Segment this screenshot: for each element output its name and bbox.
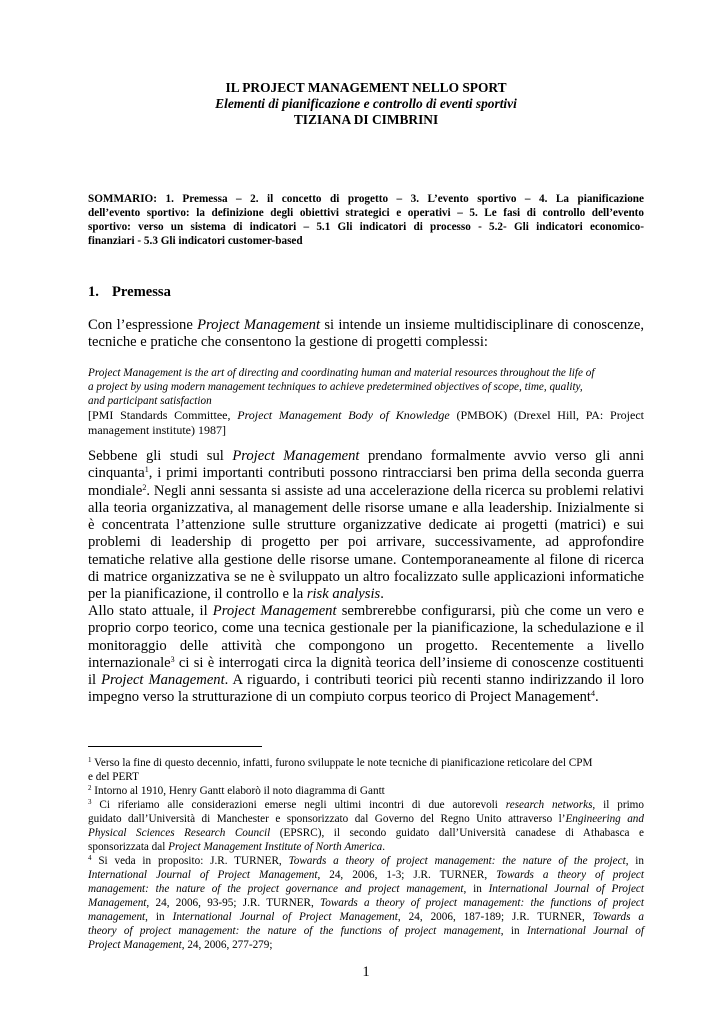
footnote-line: management: the nature of the project governance and project management, in International Journal of Project — [88, 883, 645, 895]
quote-line: Project Management is the art of directing and coordinating human and material resources throughout the life of — [88, 367, 595, 379]
text-line: monitoraggio delle attività che compongono un progetto. Recentemente a livello — [88, 637, 644, 654]
footnote-line: Physical Sciences Research Council (EPSRC), il secondo guidato dall’Università canadese di Athabasca e — [88, 827, 645, 839]
quote-citation — [88, 408, 644, 438]
text-line: management institute) 1987] — [88, 423, 226, 437]
text-line: alla teoria organizzativa, al management delle risorse umane e alla leadership. Inizialmente si — [88, 499, 644, 516]
summary — [88, 192, 644, 248]
footnote-line: $^3$ Ci riferiamo alle considerazioni emerse negli ultimi incontri di due autorevoli research networks, il primo — [88, 798, 644, 811]
text-line: Con l’espressione Project Management si intende un insieme multidisciplinare di conoscenze, — [88, 317, 644, 333]
footnote-line: management, in International Journal of Project Management, 24, 2006, 187-189; J.R. TURNER, Towards a — [88, 911, 645, 923]
section-number: 1. — [88, 284, 99, 300]
footnote-line: e del PERT — [88, 771, 139, 783]
quote-line: a project by using modern management techniques to achieve predetermined objectives of scope, time, quality, — [88, 381, 583, 393]
text-line: tematiche relative alla gestione delle risorse umane. Contemporaneamente al filone di ricerca — [88, 551, 644, 568]
footnotes — [88, 756, 644, 952]
footnote-separator — [88, 746, 262, 747]
footnote-line: sponsorizzata dal Project Management Institute of North America. — [88, 841, 386, 853]
text-line: problemi di leadership di progetto per poi arrivare, successivamente, ad approfondire — [88, 534, 644, 551]
text-line: mondiale$^2$. Negli anni sessanta si assiste ad una accelerazione della ricerca su problemi relativi — [88, 482, 644, 499]
text-line: Sebbene gli studi sul Project Management prendano formalmente avvio verso gli anni — [88, 448, 644, 464]
footnote-line: theory of project management: the nature of the functions of project management, in International Journal of — [88, 925, 645, 937]
footnote-line: $^1$ Verso la fine di questo decennio, infatti, furono sviluppate le note tecniche di pianificazione reticolare del CPM — [88, 756, 593, 769]
title-block — [88, 80, 644, 128]
footnote-line: Management, 24, 2006, 93-95; J.R. TURNER, Towards a theory of project management: the functions of project — [88, 897, 644, 909]
footnote-line: International Journal of Project Management, 24, 2006, 1-3; J.R. TURNER, Towards a theory of project — [88, 869, 645, 881]
page-number: 1 — [362, 964, 370, 980]
footnote-line: guidato dall’Università di Manchester e sponsorizzato dal Governo del Regno Unito attraverso l’Engineering and — [88, 813, 644, 825]
text-line: Allo stato attuale, il Project Management sembrerebbe configurarsi, più che come un vero e — [88, 603, 644, 619]
summary-line: dell’evento sportivo: la definizione degli obiettivi strategici e operativi – 5. Le fasi di controllo dell’evento — [88, 207, 644, 219]
footnote-line: Project Management, 24, 2006, 277-279; — [88, 939, 273, 951]
footnote-ref[interactable]: 2 — [142, 482, 147, 492]
text-line: internazionale$^3$ ci si è interrogati circa la dignità teorica dell’insieme di conoscenze costituenti — [88, 654, 644, 671]
text-line: [PMI Standards Committee, Project Management Body of Knowledge (PMBOK) (Drexel Hill, PA: Project — [88, 408, 645, 422]
text-line: tecniche e pratiche che consentono la gestione di progetti complessi: — [88, 334, 488, 351]
text-line: cinquanta$^1$, i primi importanti contributi possono rintracciarsi ben prima della seconda guerra — [88, 465, 644, 482]
footnote-ref[interactable]: 4 — [590, 689, 595, 699]
document-title: IL PROJECT MANAGEMENT NELLO SPORT — [225, 80, 507, 95]
paragraph-history — [88, 448, 644, 604]
footnote-line: $^2$ Intorno al 1910, Henry Gantt elaborò il noto diagramma di Gantt — [88, 784, 385, 797]
summary-line: sportivo: verso un sistema di indicatori – 5.1 Gli indicatori di processo - 5.2- Gli indicatori economico- — [88, 221, 644, 233]
summary-line: SOMMARIO: 1. Premessa – 2. il concetto di progetto – 3. L’evento sportivo – 4. La pianificazione — [88, 193, 644, 205]
section-title: Premessa — [112, 284, 171, 300]
footnote-ref[interactable]: 3 — [170, 654, 175, 664]
footnote-line: $^4$ Si veda in proposito: J.R. TURNER, Towards a theory of project management: the nature of the project, in — [88, 854, 645, 867]
text-line: il Project Management. A riguardo, i contributi teorici più recenti stanno indirizzando il loro — [88, 672, 644, 689]
paragraph-intro — [88, 317, 644, 352]
text-line: proprio corpo teorico, come una tecnica gestionale per la pianificazione, la schedulazione e il — [88, 620, 644, 637]
text-line: impegno verso la strutturazione di un compiuto corpus teorico di Project Management$^4$. — [88, 689, 599, 706]
author-name: TIZIANA DI CIMBRINI — [293, 112, 439, 127]
text-line: per la pianificazione, il controllo e la risk analysis. — [88, 586, 384, 603]
footnote-ref[interactable]: 1 — [144, 465, 149, 475]
section-heading — [88, 284, 171, 301]
text-line: di matrice organizzativa se ne è sviluppato un altro focalizzato sulle applicazioni informatiche — [88, 569, 644, 586]
summary-line: finanziari - 5.3 Gli indicatori customer-based — [88, 235, 303, 247]
quote-line: and participant satisfaction — [88, 395, 212, 407]
text-line: è concentrata l’attenzione sulle strutture organizzative dedicate ai progetti (matrici) e sui — [88, 517, 644, 534]
definition-quote — [88, 366, 644, 408]
document-subtitle: Elementi di pianificazione e controllo di eventi sportivi — [215, 96, 517, 111]
paragraph-current-state — [88, 603, 644, 707]
